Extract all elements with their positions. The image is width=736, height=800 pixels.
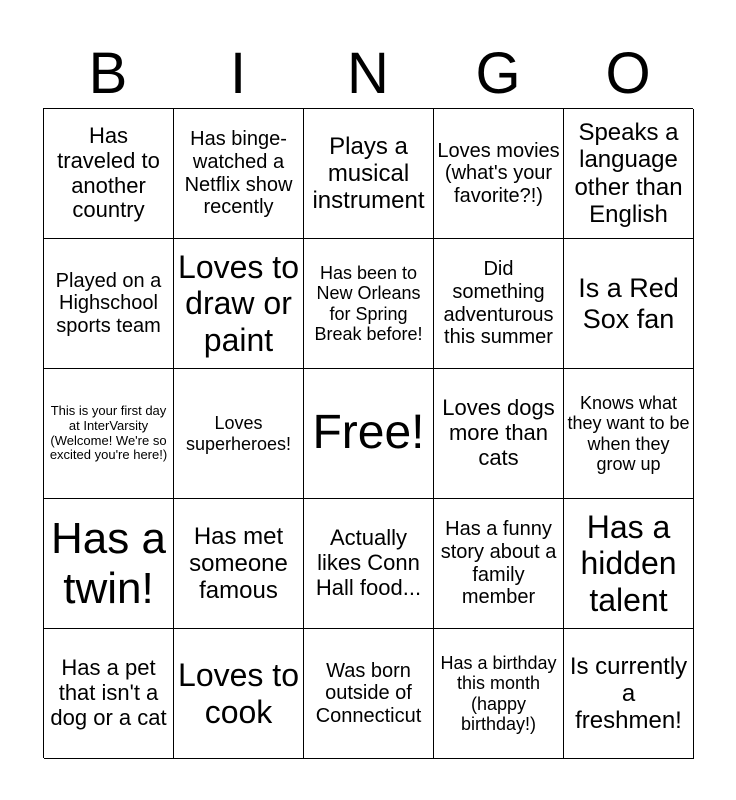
header-letter-o: O xyxy=(605,41,651,106)
bingo-cell[interactable]: Has met someone famous xyxy=(174,499,304,629)
bingo-cell[interactable]: Is a Red Sox fan xyxy=(564,239,694,369)
bingo-cell[interactable]: Has a pet that isn't a dog or a cat xyxy=(44,629,174,759)
bingo-grid xyxy=(43,108,693,758)
bingo-cell[interactable]: Has been to New Orleans for Spring Break before! xyxy=(304,239,434,369)
bingo-cell[interactable]: Is currently a freshmen! xyxy=(564,629,694,759)
bingo-cell[interactable]: Plays a musical instrument xyxy=(304,109,434,239)
bingo-cell[interactable]: Has binge-watched a Netflix show recently xyxy=(174,109,304,239)
bingo-cell[interactable]: Loves to cook xyxy=(174,629,304,759)
bingo-header xyxy=(43,40,693,108)
bingo-cell[interactable]: Did something adventurous this summer xyxy=(434,239,564,369)
bingo-cell[interactable]: Was born outside of Connecticut xyxy=(304,629,434,759)
header-letter-b: B xyxy=(88,41,128,106)
bingo-cell[interactable]: Loves dogs more than cats xyxy=(434,369,564,499)
bingo-cell[interactable]: Loves superheroes! xyxy=(174,369,304,499)
bingo-cell[interactable]: Has a hidden talent xyxy=(564,499,694,629)
header-letter-i: I xyxy=(229,41,247,106)
bingo-cell[interactable]: Has a funny story about a family member xyxy=(434,499,564,629)
bingo-cell[interactable]: Knows what they want to be when they grow up xyxy=(564,369,694,499)
bingo-cell[interactable]: Has a twin! xyxy=(44,499,174,629)
header-letter-g: G xyxy=(475,41,521,106)
bingo-cell[interactable]: Has traveled to another country xyxy=(44,109,174,239)
bingo-cell[interactable]: Has a birthday this month (happy birthday!) xyxy=(434,629,564,759)
free-cell[interactable]: Free! xyxy=(304,369,434,499)
bingo-cell[interactable]: Actually likes Conn Hall food... xyxy=(304,499,434,629)
header-letter-n: N xyxy=(347,41,389,106)
bingo-cell[interactable]: Loves to draw or paint xyxy=(174,239,304,369)
bingo-cell[interactable]: Played on a Highschool sports team xyxy=(44,239,174,369)
bingo-cell[interactable]: This is your first day at InterVarsity (Welcome! We're so excited you're here!) xyxy=(44,369,174,499)
bingo-cell[interactable]: Speaks a language other than English xyxy=(564,109,694,239)
bingo-cell[interactable]: Loves movies (what's your favorite?!) xyxy=(434,109,564,239)
